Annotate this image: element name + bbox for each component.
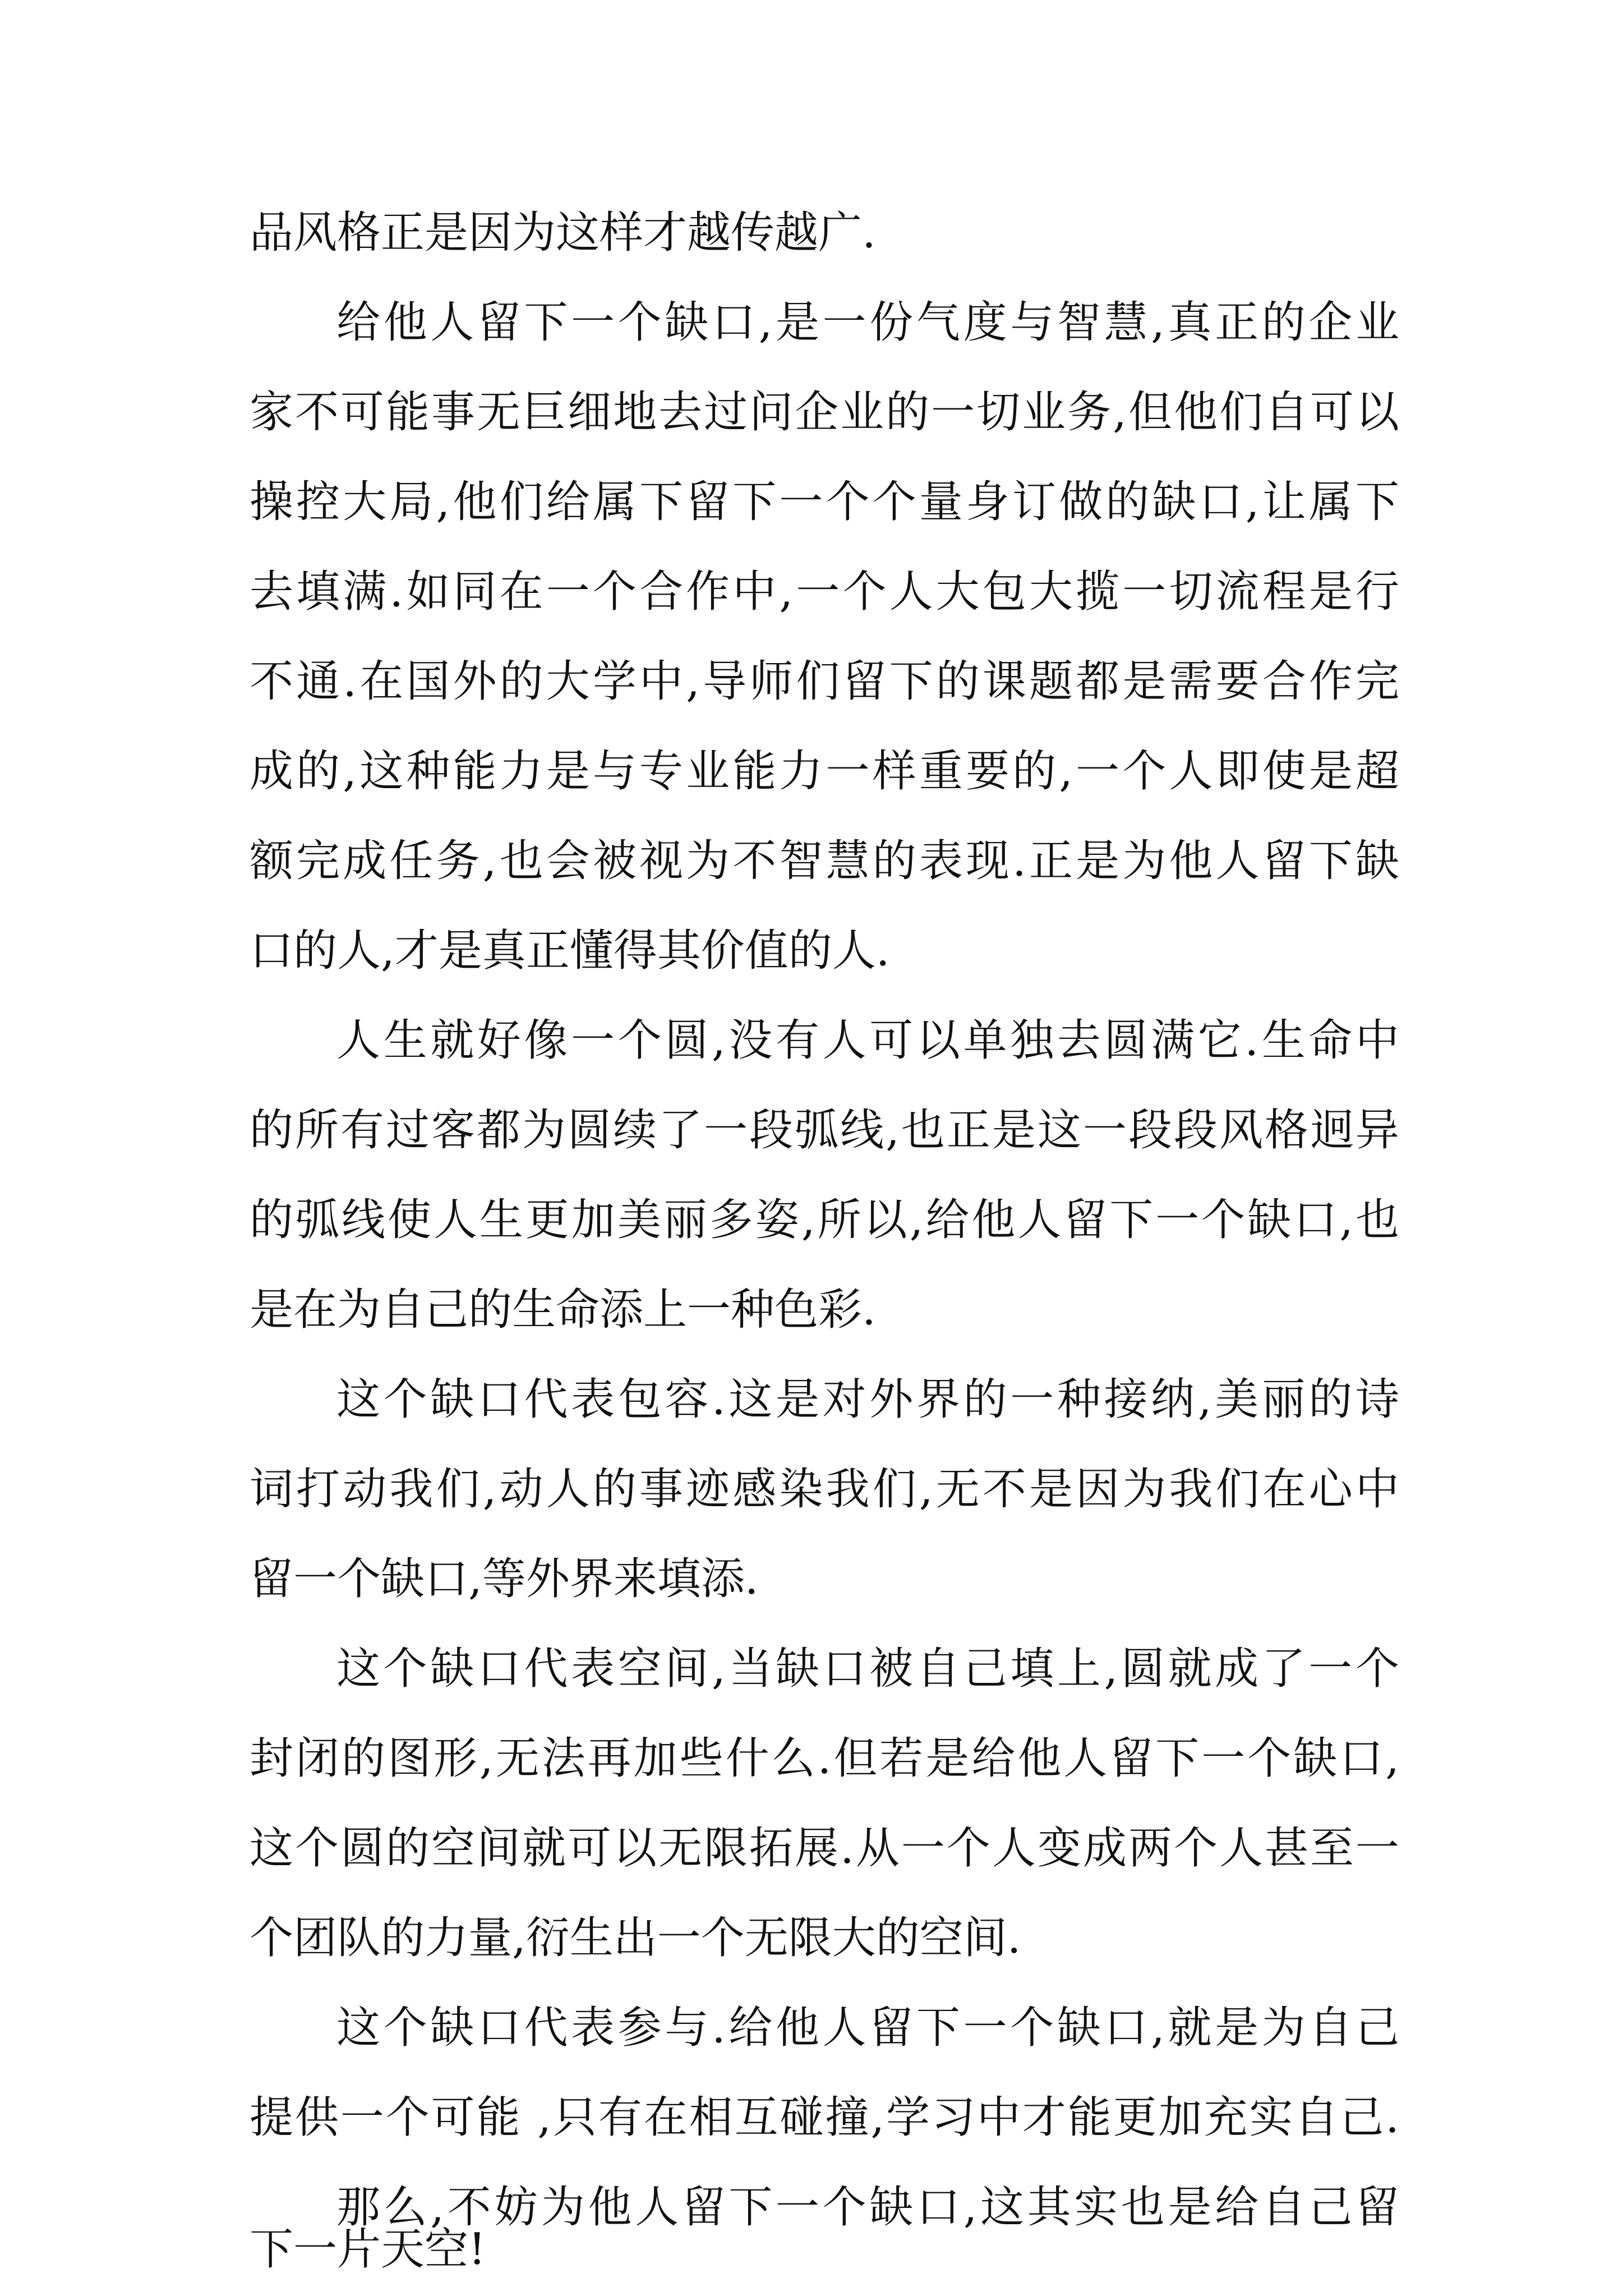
text-line: 下一片天空! [250, 2224, 486, 2275]
text-line: 家不可能事无巨细地去过问企业的一切业务,但他们自可以 [250, 387, 1399, 438]
text-line: 给他人留下一个缺口,是一份气度与智慧,真正的企业 [336, 297, 1399, 348]
text-line: 的弧线使人生更加美丽多姿,所以,给他人留下一个缺口,也 [250, 1195, 1399, 1245]
text-line: 不通.在国外的大学中,导师们留下的课题都是需要合作完 [250, 656, 1399, 707]
text-line: 个团队的力量,衍生出一个无限大的空间. [250, 1913, 1021, 1963]
text-line: 留一个缺口,等外界来填添. [250, 1554, 759, 1604]
text-line: 这个圆的空间就可以无限拓展.从一个人变成两个人甚至一 [250, 1823, 1399, 1874]
text-line: 人生就好像一个圆,没有人可以单独去圆满它.生命中 [336, 1015, 1399, 1066]
text-line: 这个缺口代表包容.这是对外界的一种接纳,美丽的诗 [336, 1374, 1399, 1425]
text-line: 去填满.如同在一个合作中,一个人大包大揽一切流程是行 [250, 567, 1399, 617]
text-line: 品风格正是因为这样才越传越广. [250, 208, 876, 258]
text-line: 成的,这种能力是与专业能力一样重要的,一个人即使是超 [250, 746, 1399, 797]
text-line: 这个缺口代表空间,当缺口被自己填上,圆就成了一个 [336, 1644, 1399, 1694]
text-line: 的所有过客都为圆续了一段弧线,也正是这一段段风格迥异 [250, 1105, 1399, 1156]
text-line: 额完成任务,也会被视为不智慧的表现.正是为他人留下缺 [250, 836, 1399, 886]
text-line: 封闭的图形,无法再加些什么.但若是给他人留下一个缺口, [250, 1733, 1399, 1784]
text-line: 操控大局,他们给属下留下一个个量身订做的缺口,让属下 [250, 477, 1399, 527]
text-line: 口的人,才是真正懂得其价值的人. [250, 926, 890, 976]
text-line: 词打动我们,动人的事迹感染我们,无不是因为我们在心中 [250, 1464, 1399, 1515]
text-line: 提供一个可能 ,只有在相互碰撞,学习中才能更加充实自己. [250, 2092, 1399, 2143]
text-line: 这个缺口代表参与.给他人留下一个缺口,就是为自己 [336, 2003, 1399, 2053]
text-line: 是在为自己的生命添上一种色彩. [250, 1285, 876, 1335]
text-line: 那么,不妨为他人留下一个缺口,这其实也是给自己留 [336, 2182, 1399, 2233]
